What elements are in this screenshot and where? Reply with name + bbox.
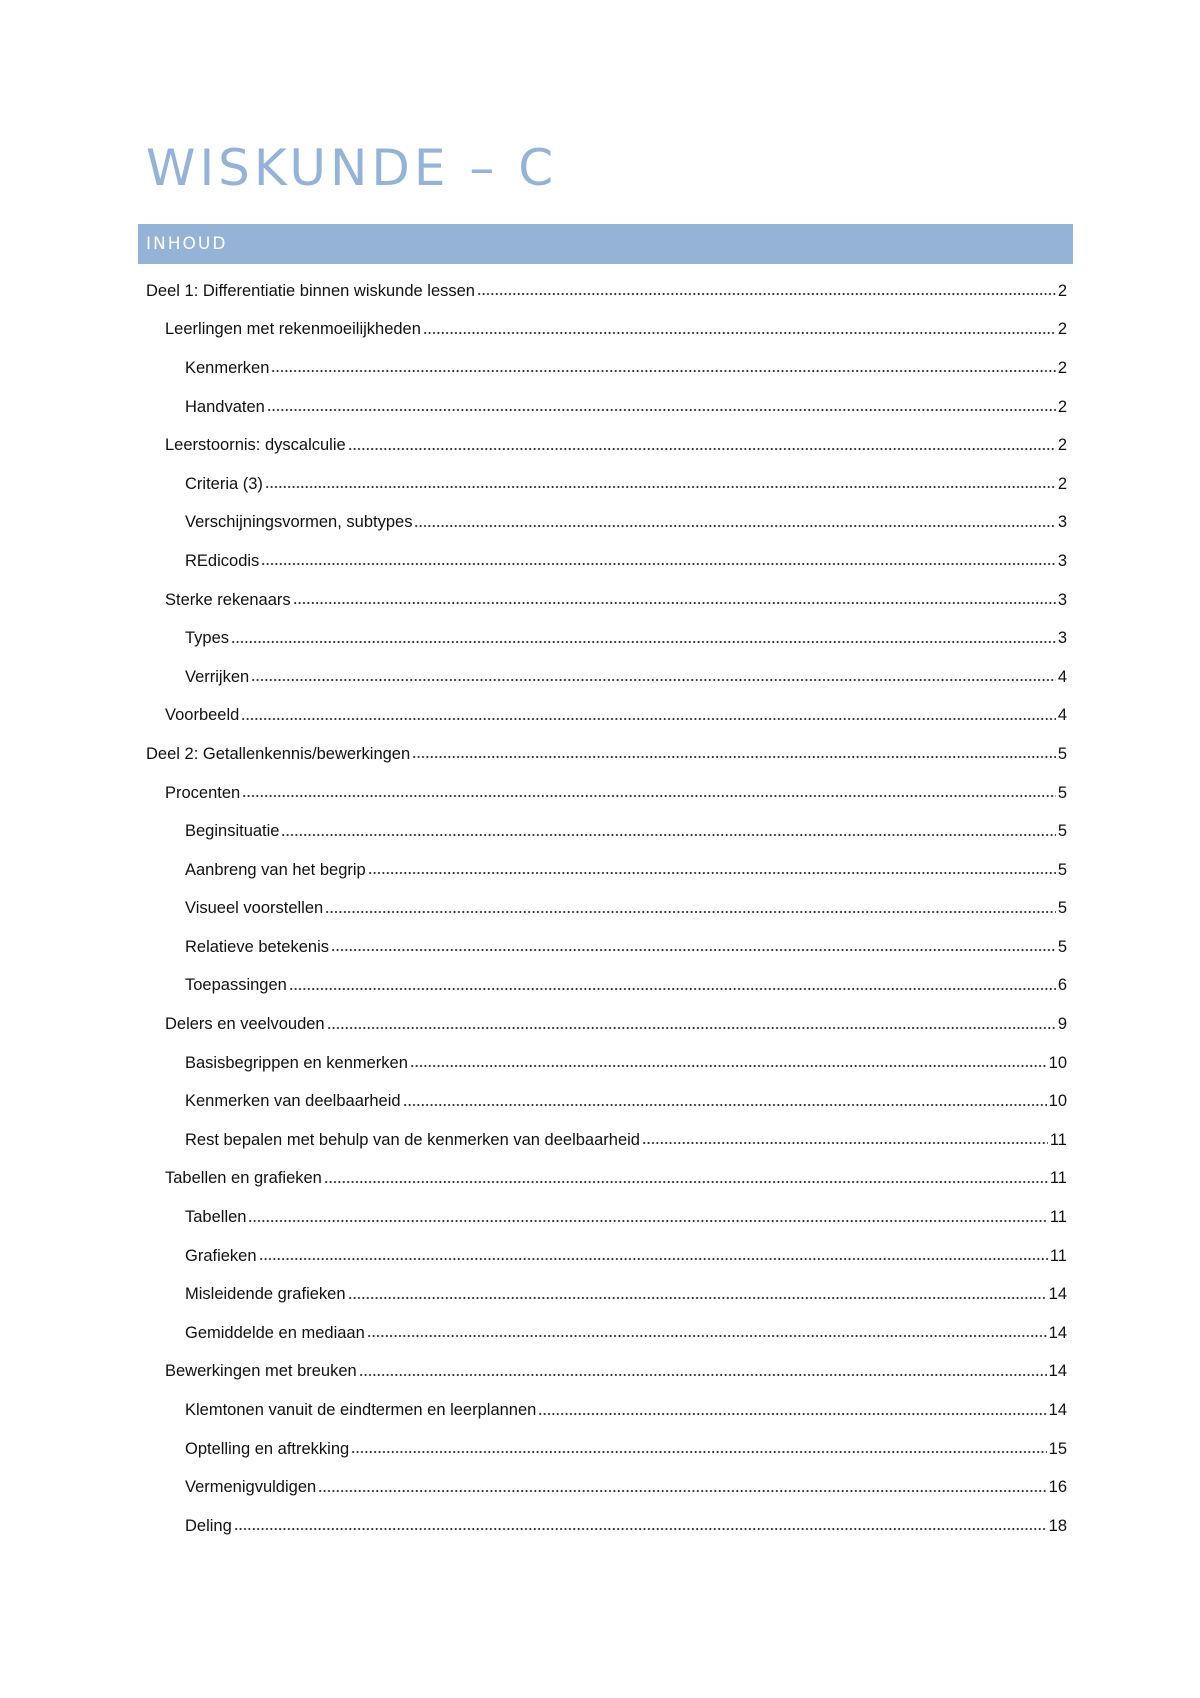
toc-entry[interactable]: [0, 504, 1200, 543]
toc-entry-label[interactable]: Criteria (3): [185, 474, 263, 493]
toc-entry-page-number[interactable]: 15: [1048, 1439, 1067, 1458]
toc-dot-leader: [331, 944, 1056, 956]
toc-entry-page-number[interactable]: 5: [1057, 744, 1067, 763]
toc-entry-label[interactable]: Klemtonen vanuit de eindtermen en leerplannen: [185, 1401, 537, 1420]
toc-entry[interactable]: [0, 1391, 1200, 1430]
toc-entry-page-number[interactable]: 3: [1057, 629, 1067, 648]
toc-entry[interactable]: [0, 1160, 1200, 1199]
toc-entry-label[interactable]: Basisbegrippen en kenmerken: [185, 1053, 408, 1072]
toc-entry-page-number[interactable]: 11: [1049, 1169, 1067, 1188]
toc-entry-page-number[interactable]: 10: [1048, 1092, 1067, 1111]
toc-entry[interactable]: [0, 1082, 1200, 1121]
toc-dot-leader: [289, 983, 1056, 995]
toc-dot-leader: [412, 751, 1056, 763]
toc-entry-page-number[interactable]: 10: [1048, 1053, 1067, 1072]
toc-entry[interactable]: [0, 388, 1200, 427]
toc-entry-page-number[interactable]: 4: [1057, 667, 1067, 686]
toc-dot-leader: [251, 674, 1056, 686]
toc-entry-label[interactable]: Bewerkingen met breuken: [165, 1362, 357, 1381]
toc-entry[interactable]: [0, 658, 1200, 697]
toc-entry-label[interactable]: Visueel voorstellen: [185, 899, 324, 918]
toc-header-bar: [138, 224, 1073, 264]
toc-dot-leader: [477, 288, 1056, 300]
toc-entry-label[interactable]: Delers en veelvouden: [165, 1015, 325, 1034]
toc-entry[interactable]: [0, 465, 1200, 504]
toc-entry-label[interactable]: Leerlingen met rekenmoeilijkheden: [165, 320, 421, 339]
toc-dot-leader: [234, 1523, 1047, 1535]
toc-entry-label[interactable]: Deling: [185, 1516, 232, 1535]
toc-entry[interactable]: [0, 851, 1200, 890]
toc-dot-leader: [267, 404, 1056, 416]
toc-entry-page-number[interactable]: 5: [1057, 899, 1067, 918]
toc-entry-label[interactable]: Handvaten: [185, 397, 265, 416]
toc-dot-leader: [293, 597, 1056, 609]
toc-entry-label[interactable]: Deel 2: Getallenkennis/bewerkingen: [146, 744, 411, 763]
toc-dot-leader: [327, 1022, 1056, 1034]
toc-entry-page-number[interactable]: 16: [1048, 1478, 1067, 1497]
toc-entry-label[interactable]: Relatieve betekenis: [185, 937, 330, 956]
toc-entry-label[interactable]: REdicodis: [185, 551, 260, 570]
toc-entry-label[interactable]: Grafieken: [185, 1246, 257, 1265]
toc-entry-page-number[interactable]: 2: [1057, 281, 1067, 300]
toc-dot-leader: [318, 1485, 1046, 1497]
toc-dot-leader: [642, 1137, 1048, 1149]
toc-entry[interactable]: [0, 890, 1200, 929]
toc-dot-leader: [248, 1215, 1047, 1227]
toc-entry-label[interactable]: Deel 1: Differentiatie binnen wiskunde lessen: [146, 281, 475, 300]
toc-entry-label[interactable]: Misleidende grafieken: [185, 1285, 346, 1304]
toc-entry[interactable]: [0, 1468, 1200, 1507]
toc-entry[interactable]: [0, 1237, 1200, 1276]
toc-entry[interactable]: [0, 426, 1200, 465]
toc-entry-page-number[interactable]: 5: [1057, 822, 1067, 841]
toc-entry-label[interactable]: Toepassingen: [185, 976, 287, 995]
toc-dot-leader: [410, 1060, 1047, 1072]
toc-entry-page-number[interactable]: 2: [1057, 397, 1067, 416]
toc-entry-label[interactable]: Types: [185, 629, 230, 648]
toc-entry[interactable]: [0, 272, 1200, 311]
toc-dot-leader: [348, 443, 1056, 455]
toc-entry-page-number[interactable]: 2: [1057, 358, 1067, 377]
toc-dot-leader: [414, 520, 1055, 532]
toc-entry-page-number[interactable]: 2: [1057, 474, 1067, 493]
table-of-contents: [0, 272, 1200, 1546]
toc-dot-leader: [324, 1176, 1048, 1188]
toc-entry[interactable]: [0, 349, 1200, 388]
toc-entry-label[interactable]: Aanbreng van het begrip: [185, 860, 366, 879]
toc-entry-page-number[interactable]: 11: [1049, 1246, 1067, 1265]
toc-entry-page-number[interactable]: 2: [1057, 436, 1067, 455]
toc-dot-leader: [231, 636, 1056, 648]
toc-entry-label[interactable]: Verschijningsvormen, subtypes: [185, 513, 413, 532]
toc-dot-leader: [367, 1330, 1047, 1342]
toc-dot-leader: [261, 558, 1056, 570]
toc-entry-page-number[interactable]: 3: [1057, 590, 1067, 609]
toc-entry[interactable]: [0, 697, 1200, 736]
toc-entry-label[interactable]: Kenmerken van deelbaarheid: [185, 1092, 401, 1111]
toc-dot-leader: [271, 365, 1055, 377]
toc-entry-label[interactable]: Sterke rekenaars: [165, 590, 291, 609]
toc-entry-page-number[interactable]: 3: [1057, 551, 1067, 570]
toc-entry-label[interactable]: Rest bepalen met behulp van de kenmerken van deelbaarheid: [185, 1130, 640, 1149]
toc-dot-leader: [368, 867, 1056, 879]
toc-dot-leader: [325, 906, 1056, 918]
toc-entry-page-number[interactable]: 14: [1048, 1323, 1067, 1342]
toc-dot-leader: [538, 1408, 1046, 1420]
toc-entry[interactable]: [0, 1044, 1200, 1083]
toc-dot-leader: [359, 1369, 1047, 1381]
toc-entry-page-number[interactable]: 14: [1048, 1401, 1067, 1420]
toc-entry-label[interactable]: Kenmerken: [185, 358, 270, 377]
toc-entry[interactable]: [0, 1430, 1200, 1469]
toc-dot-leader: [281, 829, 1055, 841]
toc-dot-leader: [403, 1099, 1047, 1111]
toc-entry[interactable]: [0, 1005, 1200, 1044]
toc-entry[interactable]: [0, 542, 1200, 581]
toc-dot-leader: [259, 1253, 1048, 1265]
toc-entry[interactable]: [0, 581, 1200, 620]
toc-entry-label[interactable]: Gemiddelde en mediaan: [185, 1323, 365, 1342]
toc-entry-label[interactable]: Beginsituatie: [185, 822, 280, 841]
toc-entry-page-number[interactable]: 9: [1057, 1015, 1067, 1034]
toc-entry-page-number[interactable]: 5: [1057, 860, 1067, 879]
toc-entry[interactable]: [0, 812, 1200, 851]
toc-dot-leader: [351, 1446, 1046, 1458]
document-title: WISKUNDE – C: [146, 139, 558, 197]
toc-entry-label[interactable]: Verrijken: [185, 667, 250, 686]
toc-entry-page-number[interactable]: 11: [1049, 1130, 1067, 1149]
toc-entry-label[interactable]: Procenten: [165, 783, 241, 802]
toc-entry-label[interactable]: Tabellen: [185, 1208, 247, 1227]
toc-entry[interactable]: [0, 1507, 1200, 1546]
toc-entry-page-number[interactable]: 4: [1057, 706, 1067, 725]
toc-header-label: INHOUD: [146, 234, 228, 254]
toc-entry[interactable]: [0, 1353, 1200, 1392]
toc-entry-page-number[interactable]: 3: [1057, 513, 1067, 532]
toc-entry-page-number[interactable]: 2: [1057, 320, 1067, 339]
toc-dot-leader: [423, 327, 1056, 339]
toc-dot-leader: [348, 1292, 1047, 1304]
toc-entry-label[interactable]: Optelling en aftrekking: [185, 1439, 350, 1458]
toc-entry-label[interactable]: Tabellen en grafieken: [165, 1169, 322, 1188]
toc-entry-page-number[interactable]: 5: [1057, 783, 1067, 802]
toc-entry[interactable]: [0, 928, 1200, 967]
toc-dot-leader: [241, 713, 1055, 725]
toc-entry[interactable]: [0, 1121, 1200, 1160]
toc-entry-label[interactable]: Leerstoornis: dyscalculie: [165, 436, 346, 455]
toc-entry[interactable]: [0, 967, 1200, 1006]
toc-entry-page-number[interactable]: 11: [1049, 1208, 1067, 1227]
toc-entry[interactable]: [0, 311, 1200, 350]
toc-entry[interactable]: [0, 1314, 1200, 1353]
toc-entry-page-number[interactable]: 18: [1048, 1516, 1067, 1535]
toc-entry-page-number[interactable]: 14: [1048, 1285, 1067, 1304]
toc-entry-page-number[interactable]: 5: [1057, 937, 1067, 956]
toc-entry[interactable]: [0, 619, 1200, 658]
toc-entry-page-number[interactable]: 6: [1057, 976, 1067, 995]
toc-entry[interactable]: [0, 735, 1200, 774]
toc-dot-leader: [242, 790, 1056, 802]
toc-entry-label[interactable]: Voorbeeld: [165, 706, 240, 725]
toc-entry[interactable]: [0, 1275, 1200, 1314]
toc-dot-leader: [265, 481, 1056, 493]
toc-entry[interactable]: [0, 774, 1200, 813]
toc-entry[interactable]: [0, 1198, 1200, 1237]
toc-entry-page-number[interactable]: 14: [1048, 1362, 1067, 1381]
toc-entry-label[interactable]: Vermenigvuldigen: [185, 1478, 317, 1497]
